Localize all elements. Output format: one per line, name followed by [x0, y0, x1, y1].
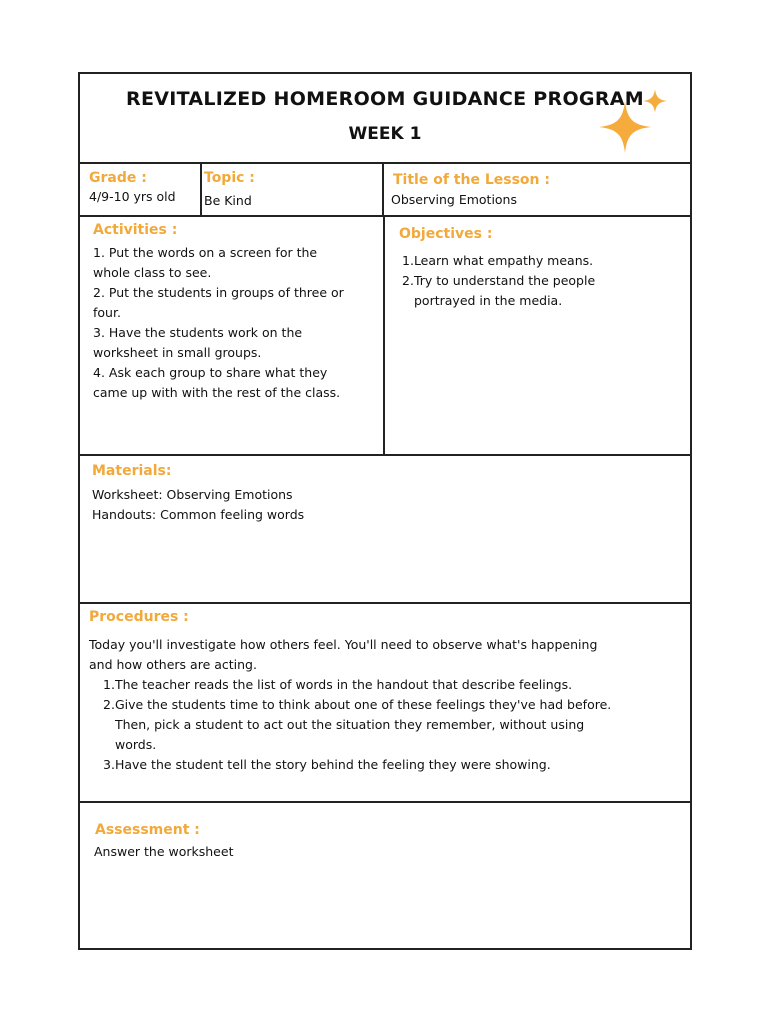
objective-item [402, 251, 682, 271]
procedure-step-text: The teacher reads the list of words in the handout that describe feelings. [114, 677, 573, 692]
procedure-step-number: 1. [103, 677, 115, 692]
activities-list [93, 243, 383, 403]
procedures-body [89, 635, 689, 775]
objective-text: Learn what empathy means. [413, 253, 594, 268]
lesson-plan-sheet [78, 72, 692, 950]
procedure-step [89, 695, 689, 715]
procedures-label: Procedures : [89, 609, 189, 625]
objective-number: 1. [402, 253, 414, 268]
divider-procedures [80, 801, 690, 803]
activities-line: 3. Have the students work on the [93, 325, 303, 340]
activities-line: 1. Put the words on a screen for the [93, 245, 318, 260]
lesson-title-label: Title of the Lesson : [393, 172, 550, 188]
materials-line: Handouts: Common feeling words [92, 507, 305, 522]
objective-continuation: portrayed in the media. [414, 293, 563, 308]
activities-line: 4. Ask each group to share what they [93, 365, 328, 380]
materials-list [92, 485, 672, 525]
objectives-list [402, 251, 682, 311]
assessment-text: Answer the worksheet [94, 844, 234, 859]
materials-label: Materials: [92, 463, 172, 479]
divider-topic-lesson [382, 164, 384, 217]
grade-value: 4/9-10 yrs old [89, 189, 176, 204]
divider-materials [80, 602, 690, 604]
procedure-step-number: 2. [103, 697, 115, 712]
procedure-step [89, 675, 689, 695]
objectives-label: Objectives : [399, 226, 493, 242]
topic-label: Topic : [204, 170, 255, 186]
activities-label: Activities : [93, 222, 178, 238]
activities-line: came up with with the rest of the class. [93, 385, 341, 400]
objective-number: 2. [402, 273, 414, 288]
procedure-step-continuation: Then, pick a student to act out the situation they remember, without using [115, 717, 585, 732]
lesson-title-value: Observing Emotions [391, 192, 517, 207]
procedure-step-continuation: words. [115, 737, 157, 752]
topic-value: Be Kind [204, 193, 252, 208]
activities-line: four. [93, 305, 121, 320]
objective-text: Try to understand the people [413, 273, 596, 288]
divider-info [80, 215, 690, 217]
divider-header [80, 162, 690, 164]
procedures-intro-line: Today you'll investigate how others feel. You'll need to observe what's happening [89, 637, 598, 652]
procedure-step-text: Give the students time to think about one of these feelings they've had before. [114, 697, 612, 712]
divider-activities [80, 454, 690, 456]
assessment-label: Assessment : [95, 822, 200, 838]
materials-line: Worksheet: Observing Emotions [92, 487, 293, 502]
divider-grade-topic [200, 164, 202, 217]
objective-item [402, 271, 682, 291]
week-label: WEEK 1 [348, 124, 422, 144]
grade-label: Grade : [89, 170, 147, 186]
procedure-step-text: Have the student tell the story behind the feeling they were showing. [114, 757, 551, 772]
activities-line: 2. Put the students in groups of three or [93, 285, 344, 300]
activities-line: worksheet in small groups. [93, 345, 262, 360]
page-title: REVITALIZED HOMEROOM GUIDANCE PROGRAM [126, 88, 644, 110]
divider-activities-objectives [383, 217, 385, 455]
activities-line: whole class to see. [93, 265, 212, 280]
procedures-intro-line: and how others are acting. [89, 657, 257, 672]
small-sparkle-star-icon [643, 89, 667, 113]
procedure-step [89, 755, 689, 775]
procedure-step-number: 3. [103, 757, 115, 772]
